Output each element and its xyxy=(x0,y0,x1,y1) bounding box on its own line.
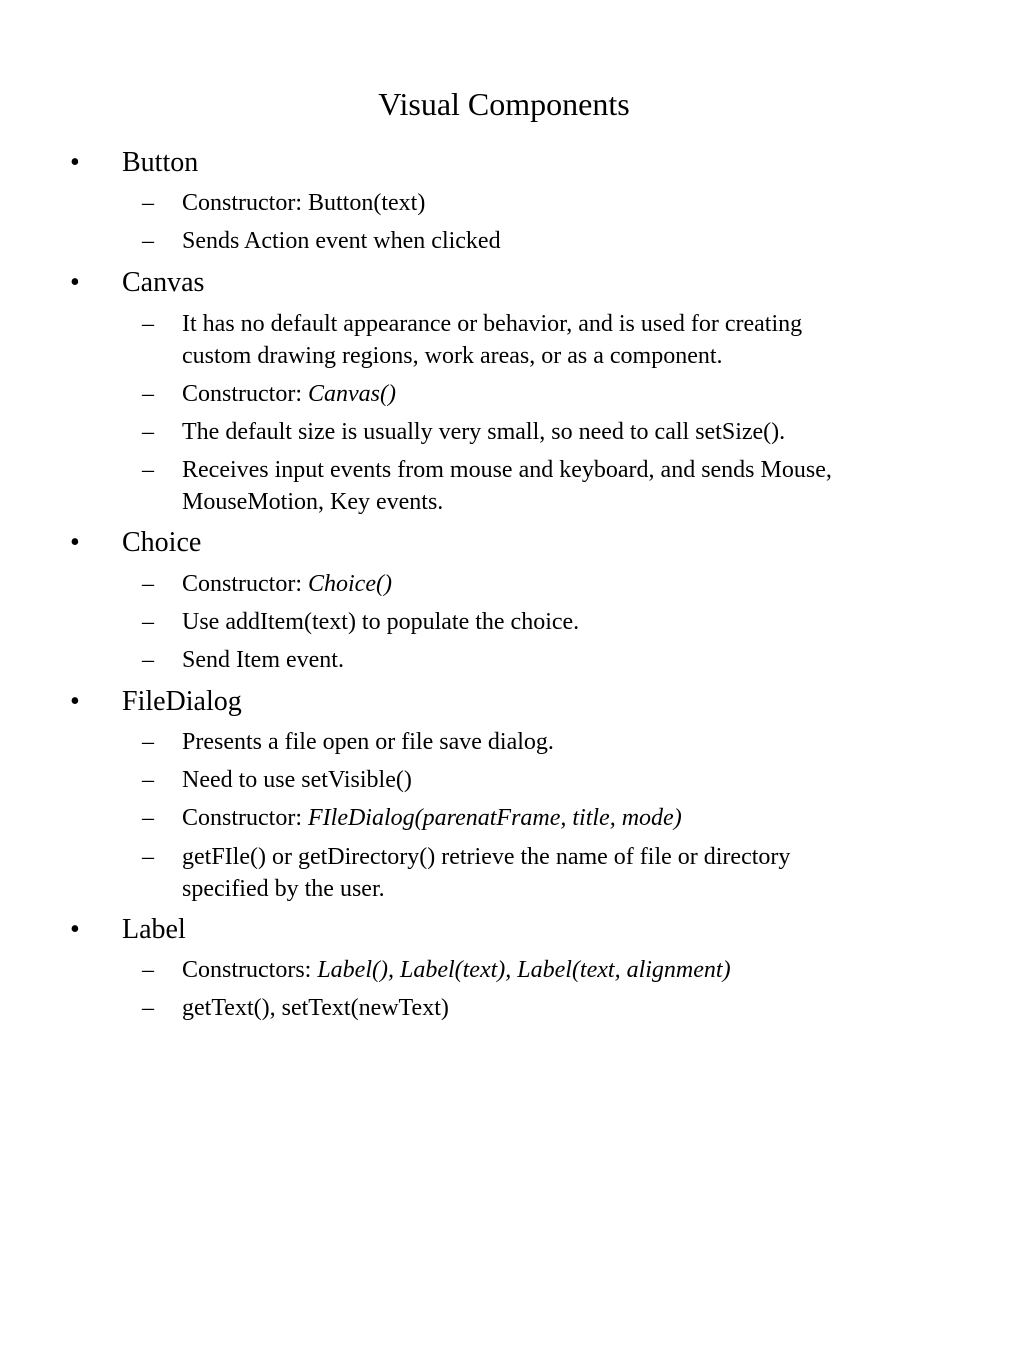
dash-icon: – xyxy=(142,805,154,831)
slide-title: Visual Components xyxy=(378,86,630,122)
sub-item-text: Sends Action event when clicked xyxy=(182,228,501,254)
section-heading: FileDialog xyxy=(122,686,242,717)
dash-icon: – xyxy=(142,767,154,793)
sub-item-text: Constructors: Label(), Label(text), Label(text, alignment) xyxy=(182,957,731,983)
sub-item-text: Constructor: Button(text) xyxy=(182,190,426,216)
bullet-icon: • xyxy=(70,147,80,178)
bullet-icon: • xyxy=(70,267,80,298)
sub-item-text: Receives input events from mouse and keyboard, and sends Mouse, MouseMotion, Key events. xyxy=(182,457,832,515)
dash-icon: – xyxy=(142,609,154,635)
sub-item-text: Need to use setVisible() xyxy=(182,767,412,793)
section-heading: Choice xyxy=(122,527,202,558)
sub-item-text: Presents a file open or file save dialog. xyxy=(182,729,554,755)
dash-icon: – xyxy=(142,995,154,1021)
bullet-icon: • xyxy=(70,527,80,558)
bullet-icon: • xyxy=(70,686,80,717)
dash-icon: – xyxy=(142,957,154,983)
sub-item-text: Send Item event. xyxy=(182,647,344,673)
dash-icon: – xyxy=(142,457,154,483)
sub-item-text: getFIle() or getDirectory() retrieve the name of file or directory specified by the user. xyxy=(182,844,791,902)
sub-item-text: Constructor: Canvas() xyxy=(182,381,396,407)
sub-item-text: Constructor: FIleDialog(parenatFrame, title, mode) xyxy=(182,805,682,831)
section-heading: Canvas xyxy=(122,267,205,298)
dash-icon: – xyxy=(142,844,154,870)
dash-icon: – xyxy=(142,647,154,673)
dash-icon: – xyxy=(142,419,154,445)
sub-item-text: getText(), setText(newText) xyxy=(182,995,449,1021)
sub-item-text: The default size is usually very small, so need to call setSize(). xyxy=(182,419,786,445)
sub-item-text: Constructor: Choice() xyxy=(182,571,392,597)
section-heading: Button xyxy=(122,147,199,178)
section-heading: Label xyxy=(122,914,186,945)
bullet-icon: • xyxy=(70,914,80,945)
sub-item-text: It has no default appearance or behavior, and is used for creating custom drawing regions, work areas, or as a component. xyxy=(182,311,803,369)
dash-icon: – xyxy=(142,228,154,254)
sub-item-text: Use addItem(text) to populate the choice. xyxy=(182,609,580,635)
dash-icon: – xyxy=(142,190,154,216)
dash-icon: – xyxy=(142,571,154,597)
dash-icon: – xyxy=(142,311,154,337)
dash-icon: – xyxy=(142,381,154,407)
dash-icon: – xyxy=(142,729,154,755)
